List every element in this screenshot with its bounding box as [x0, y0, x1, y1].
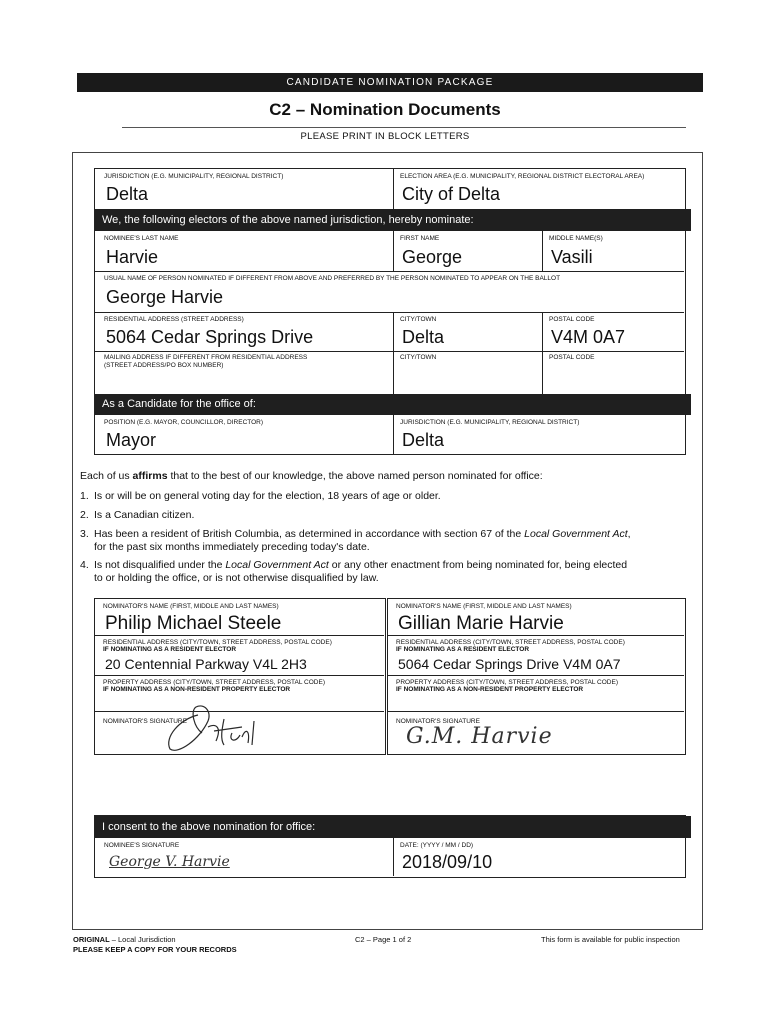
- property-label: PROPERTY ADDRESS (CITY/TOWN, STREET ADDRESS, POSTAL CODE): [396, 679, 619, 686]
- middle-name-label: MIDDLE NAME(S): [549, 235, 603, 242]
- divider: [95, 271, 684, 272]
- nominator-left-block: [94, 598, 386, 755]
- property-sublabel: IF NOMINATING AS A NON-RESIDENT PROPERTY ELECTOR: [103, 686, 291, 693]
- first-name-label: FIRST NAME: [400, 235, 440, 242]
- divider: [393, 312, 394, 394]
- property-sublabel: IF NOMINATING AS A NON-RESIDENT PROPERTY ELECTOR: [396, 686, 584, 693]
- nominator-name-label: NOMINATOR'S NAME (FIRST, MIDDLE AND LAST NAMES): [396, 603, 572, 610]
- mailing-city-label: CITY/TOWN: [400, 354, 437, 361]
- divider: [542, 231, 543, 271]
- divider: [95, 675, 384, 676]
- footer-public: This form is available for public inspection: [541, 935, 680, 944]
- residential-sublabel: IF NOMINATING AS A RESIDENT ELECTOR: [396, 646, 530, 653]
- mailing-address-sublabel: (STREET ADDRESS/PO BOX NUMBER): [104, 362, 224, 369]
- usual-name-value[interactable]: George Harvie: [106, 287, 224, 307]
- nominate-band: We, the following electors of the above named jurisdiction, hereby nominate:: [95, 209, 691, 231]
- middle-name-value[interactable]: Vasili: [551, 247, 593, 267]
- last-name-value[interactable]: Harvie: [106, 247, 159, 267]
- candidate-band: As a Candidate for the office of:: [95, 394, 691, 415]
- nominee-block: [94, 168, 686, 455]
- consent-block: [94, 815, 686, 878]
- divider: [393, 415, 394, 454]
- signature-label: NOMINATOR'S SIGNATURE: [396, 718, 480, 725]
- footer-page: C2 – Page 1 of 2: [355, 935, 412, 944]
- divider: [542, 312, 543, 394]
- position-label: POSITION (E.G. MAYOR, COUNCILLOR, DIRECTOR): [104, 419, 264, 426]
- election-area-label: ELECTION AREA (E.G. MUNICIPALITY, REGIONAL DISTRICT ELECTORAL AREA): [400, 173, 645, 180]
- office-jurisdiction-value[interactable]: Delta: [402, 430, 445, 450]
- signature-steele: [150, 697, 280, 755]
- date-label: DATE: (YYYY / MM / DD): [400, 842, 474, 849]
- signature-label: NOMINATOR'S SIGNATURE: [103, 718, 187, 725]
- first-name-value[interactable]: George: [402, 247, 463, 267]
- footer-keep-copy: PLEASE KEEP A COPY FOR YOUR RECORDS: [73, 945, 237, 954]
- divider: [393, 838, 394, 876]
- nominee-signature-label: NOMINEE'S SIGNATURE: [104, 842, 180, 849]
- divider: [388, 711, 684, 712]
- divider: [393, 231, 394, 271]
- divider: [388, 635, 684, 636]
- residential-label: RESIDENTIAL ADDRESS (CITY/TOWN, STREET ADDRESS, POSTAL CODE): [396, 639, 625, 646]
- postal-code-label: POSTAL CODE: [549, 316, 595, 323]
- divider: [95, 351, 684, 352]
- divider: [393, 169, 394, 209]
- residential-label: RESIDENTIAL ADDRESS (CITY/TOWN, STREET ADDRESS, POSTAL CODE): [103, 639, 332, 646]
- package-banner: CANDIDATE NOMINATION PACKAGE: [77, 73, 703, 92]
- divider: [95, 312, 684, 313]
- jurisdiction-label: JURISDICTION (E.G. MUNICIPALITY, REGIONAL DISTRICT): [104, 173, 284, 180]
- nominator-name-value[interactable]: Gillian Marie Harvie: [398, 613, 564, 634]
- signature-harvie: G.M. Harvie: [406, 724, 553, 749]
- divider: [95, 635, 384, 636]
- nominator-right-block: [387, 598, 686, 755]
- nominator-name-label: NOMINATOR'S NAME (FIRST, MIDDLE AND LAST NAMES): [103, 603, 279, 610]
- property-label: PROPERTY ADDRESS (CITY/TOWN, STREET ADDRESS, POSTAL CODE): [103, 679, 326, 686]
- residential-value[interactable]: 20 Centennial Parkway V4L 2H3: [105, 656, 307, 672]
- nominator-name-value[interactable]: Philip Michael Steele: [105, 613, 282, 634]
- city-label: CITY/TOWN: [400, 316, 437, 323]
- mailing-postal-label: POSTAL CODE: [549, 354, 595, 361]
- election-area-value[interactable]: City of Delta: [402, 184, 501, 204]
- date-value[interactable]: 2018/09/10: [402, 852, 493, 872]
- postal-code-value[interactable]: V4M 0A7: [551, 327, 626, 347]
- residential-value[interactable]: 5064 Cedar Springs Drive V4M 0A7: [398, 656, 621, 672]
- page-title: C2 – Nomination Documents: [269, 100, 501, 119]
- nominee-signature: George V. Harvie: [109, 854, 230, 870]
- mailing-address-label: MAILING ADDRESS IF DIFFERENT FROM RESIDENTIAL ADDRESS: [104, 354, 308, 361]
- affirm-intro: Each of us affirms that to the best of our knowledge, the above named person nominated for office:: [80, 470, 543, 482]
- consent-band: I consent to the above nomination for office:: [95, 816, 691, 838]
- city-value[interactable]: Delta: [402, 327, 445, 347]
- usual-name-label: USUAL NAME OF PERSON NOMINATED IF DIFFERENT FROM ABOVE AND PREFERRED BY THE PERSON NOMINATED TO APPEAR ON THE BALLOT: [104, 275, 561, 282]
- print-instruction: PLEASE PRINT IN BLOCK LETTERS: [300, 131, 470, 142]
- title-rule: [122, 127, 686, 128]
- position-value[interactable]: Mayor: [106, 430, 157, 450]
- residential-sublabel: IF NOMINATING AS A RESIDENT ELECTOR: [103, 646, 237, 653]
- jurisdiction-value[interactable]: Delta: [106, 184, 149, 204]
- office-jurisdiction-label: JURISDICTION (E.G. MUNICIPALITY, REGIONAL DISTRICT): [400, 419, 580, 426]
- last-name-label: NOMINEE'S LAST NAME: [104, 235, 179, 242]
- residential-address-label: RESIDENTIAL ADDRESS (STREET ADDRESS): [104, 316, 244, 323]
- divider: [388, 675, 684, 676]
- footer-original: ORIGINAL – Local Jurisdiction: [73, 935, 176, 944]
- residential-address-value[interactable]: 5064 Cedar Springs Drive: [106, 327, 314, 347]
